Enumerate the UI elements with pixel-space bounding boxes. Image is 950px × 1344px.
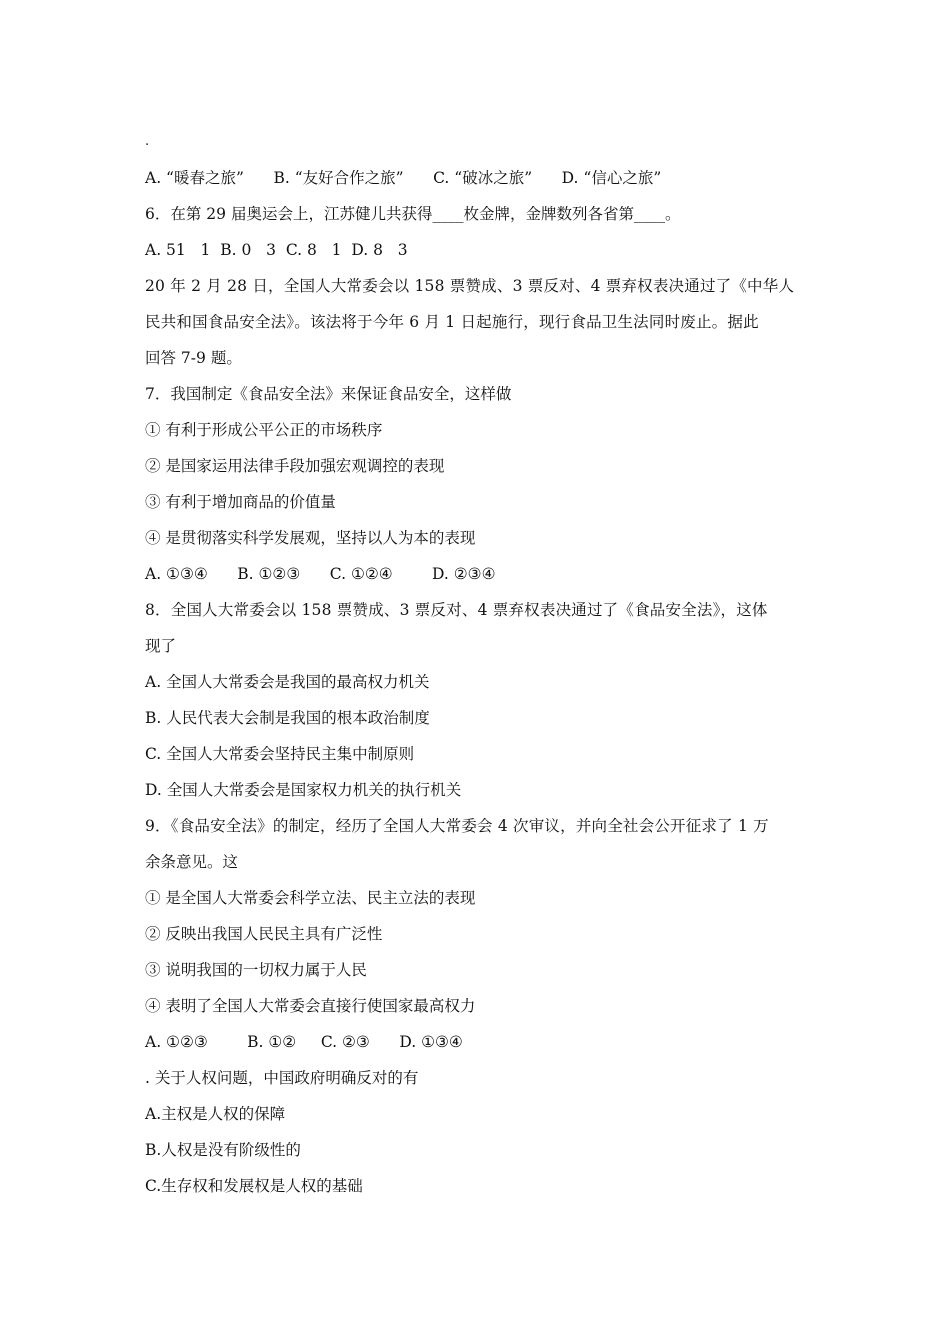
q9-options: A. ①②③ B. ①② C. ②③ D. ①③④ [145, 1033, 463, 1051]
q8-option-d: D. 全国人大常委会是国家权力机关的执行机关 [145, 781, 462, 799]
q10-option-a: A.主权是人权的保障 [145, 1105, 286, 1123]
q10-option-c: C.生存权和发展权是人权的基础 [145, 1177, 363, 1195]
q7-item-4: ④ 是贯彻落实科学发展观，坚持以人为本的表现 [145, 529, 476, 547]
q9-item-2: ② 反映出我国人民民主具有广泛性 [145, 925, 383, 943]
q8-stem-line-2: 现了 [145, 637, 177, 655]
q7-options: A. ①③④ B. ①②③ C. ①②④ D. ②③④ [145, 565, 496, 583]
q9-item-4: ④ 表明了全国人大常委会直接行使国家最高权力 [145, 997, 476, 1015]
q9-item-1: ① 是全国人大常委会科学立法、民主立法的表现 [145, 889, 476, 907]
q10-stem: . 关于人权问题，中国政府明确反对的有 [145, 1069, 419, 1087]
q7-stem: 7．我国制定《食品安全法》来保证食品安全，这样做 [145, 385, 512, 403]
passage-line-1: 20 年 2 月 28 日，全国人大常委会以 158 票赞成、3 票反对、4 票弃权表决通过了《中华人 [145, 277, 795, 295]
q10-option-b: B.人权是没有阶级性的 [145, 1141, 301, 1159]
q7-item-1: ① 有利于形成公平公正的市场秩序 [145, 421, 383, 439]
q9-stem-line-1: 9．《食品安全法》的制定，经历了全国人大常委会 4 次审议，并向全社会公开征求了 1 万 [145, 817, 769, 835]
q8-stem-line-1: 8．全国人大常委会以 158 票赞成、3 票反对、4 票弃权表决通过了《食品安全法》，这体 [145, 601, 768, 619]
fragment-mark: . [145, 134, 150, 149]
q9-item-3: ③ 说明我国的一切权力属于人民 [145, 961, 367, 979]
q6-stem: 6．在第 29 届奥运会上，江苏健儿共获得____枚金牌，金牌数列各省第____。 [145, 205, 681, 223]
passage-line-2: 民共和国食品安全法》。该法将于今年 6 月 1 日起施行，现行食品卫生法同时废止。据此 [145, 313, 759, 331]
q8-option-c: C. 全国人大常委会坚持民主集中制原则 [145, 745, 415, 763]
q6-options: A. 51 1 B. 0 3 C. 8 1 D. 8 3 [145, 241, 408, 259]
q7-item-3: ③ 有利于增加商品的价值量 [145, 493, 336, 511]
passage-line-3: 回答 7-9 题。 [145, 349, 242, 367]
q5-options: A. “暖春之旅” B. “友好合作之旅” C. “破冰之旅” D. “信心之旅” [145, 169, 662, 187]
exam-content [145, 124, 815, 1204]
q8-option-a: A. 全国人大常委会是我国的最高权力机关 [145, 673, 430, 691]
q8-option-b: B. 人民代表大会制是我国的根本政治制度 [145, 709, 430, 727]
q7-item-2: ② 是国家运用法律手段加强宏观调控的表现 [145, 457, 445, 475]
q9-stem-line-2: 余条意见。这 [145, 853, 239, 871]
